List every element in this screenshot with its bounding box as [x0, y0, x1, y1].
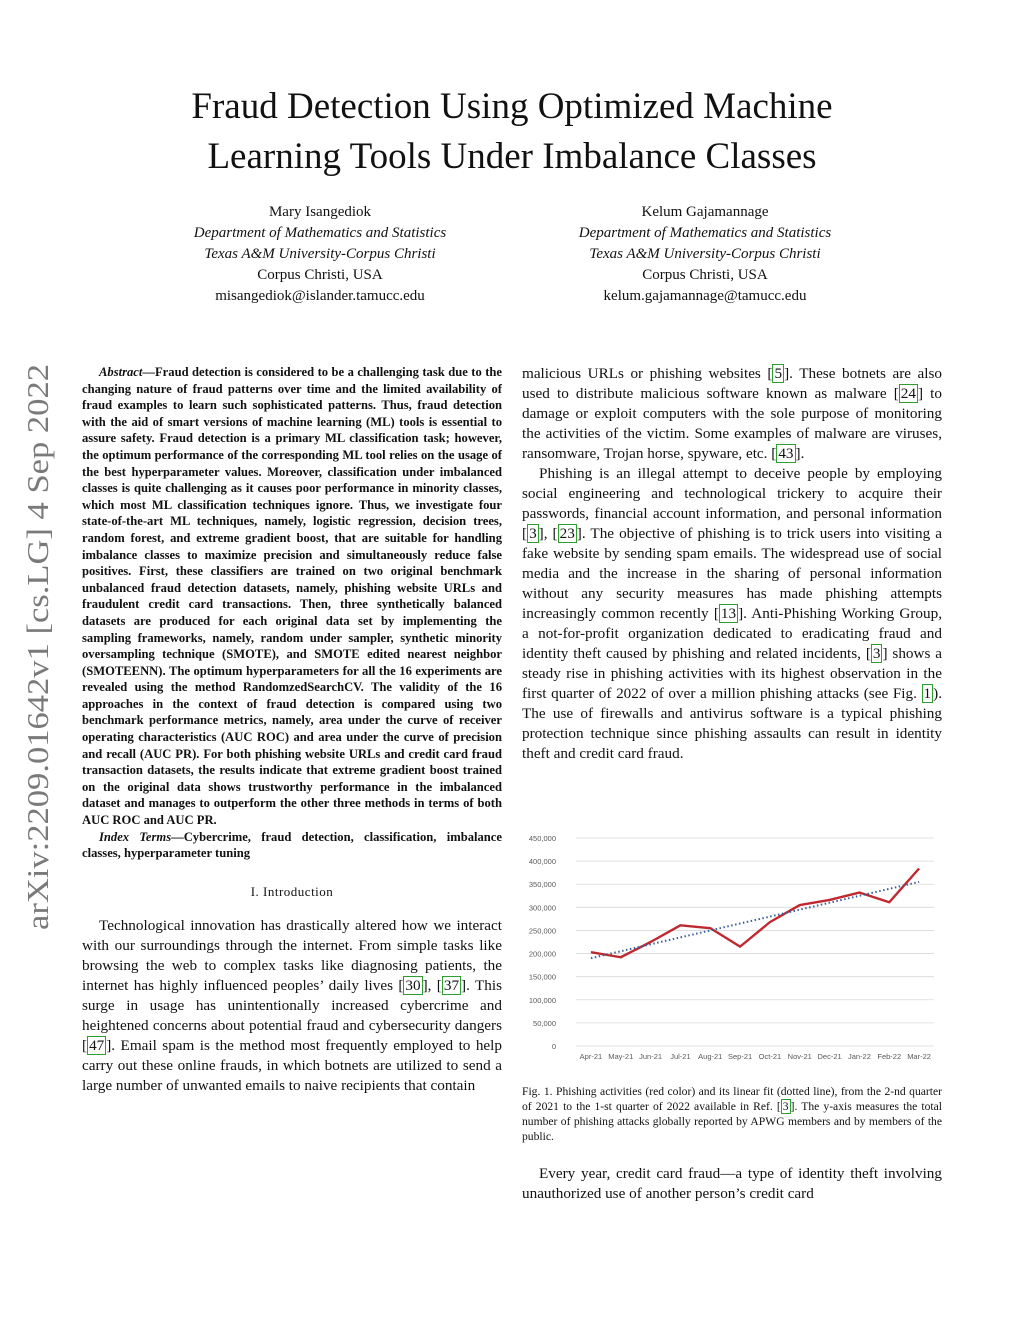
- y-tick-label: 200,000: [528, 949, 556, 959]
- author-university: Texas A&M University-Corpus Christi: [589, 246, 821, 262]
- right-column: [522, 364, 942, 764]
- y-tick-label: 50,000: [533, 1018, 556, 1028]
- citation-link[interactable]: 5: [774, 365, 783, 382]
- citation-link[interactable]: 47: [89, 1036, 105, 1054]
- author-email: misangediok@islander.tamucc.edu: [215, 288, 425, 304]
- citation-link[interactable]: 43: [778, 445, 794, 462]
- y-tick-label: 400,000: [528, 857, 556, 867]
- title-line-2: Learning Tools Under Imbalance Classes: [207, 136, 817, 177]
- abstract-label: Abstract: [99, 365, 143, 379]
- x-tick-label: Jul-21: [670, 1052, 691, 1061]
- citation-link[interactable]: 3: [529, 525, 537, 542]
- x-tick-label: May-21: [608, 1052, 634, 1061]
- citation-link[interactable]: 3: [872, 645, 881, 662]
- x-tick-label: Feb-22: [877, 1052, 902, 1061]
- index-terms-text: —Cybercrime, fraud detection, classification, imbalance classes, hyperparameter tuning: [82, 829, 502, 861]
- x-tick-label: Nov-21: [787, 1052, 812, 1061]
- y-tick-label: 100,000: [528, 995, 556, 1005]
- author-block-1: [150, 202, 490, 307]
- author-location: Corpus Christi, USA: [642, 267, 768, 283]
- index-terms: [82, 829, 502, 862]
- citation-link[interactable]: 23: [559, 525, 575, 542]
- arxiv-id: arXiv:2209.01642v1 [cs.LG] 4 Sep 2022: [20, 422, 55, 930]
- x-tick-label: Jan-22: [847, 1052, 871, 1061]
- intro-paragraph-1: Technological innovation has drastically altered how we interact with our surroundings through the internet. From simple tasks like browsing the web to complex tasks like diagnosing patients, the internet has highly influenced peoples’ daily lives [ 30 ], [ 37 ]. This surge in usage has unintentionally increased cybercrime and heightened concerns about potential fraud and cybersecurity dangers [ 47 ]. Email spam is the method most frequently employed to help carry out these online frauds, in which botnets are utilized to send a large number of unwanted emails to naive recipients that contain: [82, 916, 502, 1094]
- right-paragraph-1: malicious URLs or phishing websites [ 5 ]. These botnets are also used to distribute malicious software known as malware [ 24 ] to damage or exploit computers with the sole purpose of monitoring the activities of the victim. Some examples of malware are viruses, ransomware, Trojan horse, spyware, etc. [ 43 ].: [522, 365, 943, 462]
- title-line-1: Fraud Detection Using Optimized Machine: [191, 86, 833, 127]
- author-email: kelum.gajamannage@tamucc.edu: [603, 288, 807, 304]
- y-tick-label: 350,000: [528, 880, 556, 890]
- citation-link[interactable]: 37: [443, 976, 460, 994]
- author-university: Texas A&M University-Corpus Christi: [204, 246, 436, 262]
- citation-link[interactable]: 30: [405, 976, 421, 994]
- phishing-activity-line: [591, 869, 919, 958]
- arxiv-stamp: [18, 362, 58, 932]
- x-tick-label: Apr-21: [579, 1052, 603, 1061]
- right-paragraph-3: Every year, credit card fraud—a type of identity theft involving unauthorized use of another person’s credit card: [522, 1165, 942, 1202]
- figure-1-chart: [522, 826, 942, 1066]
- index-terms-label: Index Terms: [99, 829, 172, 844]
- y-tick-label: 250,000: [528, 926, 556, 936]
- author-location: Corpus Christi, USA: [257, 267, 383, 283]
- y-tick-label: 0: [551, 1042, 556, 1051]
- right-paragraph-2: Phishing is an illegal attempt to deceive people by employing social engineering and technological trickery to acquire their passwords, financial account information, and personal information [ 3 ], [ 23 ]. The objective of phishing is to trick users into visiting a fake website by sending spam emails. The widespread use of social media and the increase in the sharing of personal information without any security measures has made phishing attempts increasingly common recently [ 13 ]. Anti-Phishing Working Group, a not-for-profit organization dedicated to eradicating fraud and identity theft caused by phishing and related incidents, [ 3 ] shows a steady rise in phishing activities with its highest observation in the first quarter of 2022 of over a million phishing attacks (see Fig. 1 ). The use of firewalls and antivirus software is a typical phishing protection technique since phishing assaults can result in identity theft and credit card fraud.: [522, 465, 942, 762]
- author-name: Kelum Gajamannage: [641, 204, 769, 220]
- author-department: Department of Mathematics and Statistics: [578, 225, 832, 241]
- y-tick-label: 300,000: [528, 903, 556, 913]
- x-tick-label: Dec-21: [817, 1052, 842, 1061]
- x-tick-label: Mar-22: [907, 1052, 931, 1061]
- author-department: Department of Mathematics and Statistics: [193, 225, 447, 241]
- x-tick-label: Jun-21: [639, 1052, 663, 1061]
- abstract: [82, 364, 502, 829]
- section-heading: I. Introduction: [250, 883, 334, 899]
- paper-title: [0, 82, 1024, 182]
- citation-link[interactable]: 24: [900, 385, 916, 402]
- y-tick-label: 150,000: [528, 972, 556, 982]
- figure-link[interactable]: 1: [923, 685, 932, 702]
- author-name: Mary Isangediok: [268, 204, 372, 220]
- abstract-text: —Fraud detection is considered to be a challenging task due to the changing nature of fraud patterns over time and the limited availability of fraud examples to learn such sophisticated patterns. Thus, fraud detection with the aid of smart versions of machine learning (ML) tools is essential to assure safety. Fraud detection is a primary ML classification task; however, the optimum performance of the corresponding ML tool relies on the usage of the best hyperparameter values. Moreover, classification under imbalanced classes is quite challenging as it causes poor performance in minority classes, which most ML classification techniques ignore. Thus, we investigate four state-of-the-art ML techniques, namely, logistic regression, decision trees, random forest, and extreme gradient boost, that are suitable for handling imbalance classes to maximize precision and simultaneously reduce false positives. First, these classifiers are trained on two original benchmark unbalanced fraud detection datasets, namely, phishing website URLs and fraudulent credit card transactions. Then, three synthetically balanced datasets are produced for each original data set by implementing the sampling frameworks, namely, random under sampler, synthetic minority oversampling technique (SMOTE), and SMOTE edited nearest neighbor (SMOTEENN). The optimum hyperparameters for all the 16 experiments are revealed using the method RandomzedSearchCV. The validity of the 16 approaches in the context of fraud detection is compared using two benchmark performance metrics, namely, area under the curve of receiver operating characteristics (AUC ROC) and area under the curve of precision and recall (AUC PR). For both phishing website URLs and credit card fraud transaction datasets, the results indicate that extreme gradient boost trained on the original data shows trustworthy performance in the imbalanced dataset and manages to outperform the other three methods in terms of both AUC ROC and AUC PR.: [82, 365, 502, 828]
- citation-link[interactable]: 3: [782, 1100, 789, 1113]
- y-tick-label: 450,000: [528, 834, 556, 843]
- author-block-2: [535, 202, 875, 307]
- x-tick-label: Sep-21: [727, 1052, 753, 1061]
- x-tick-label: Aug-21: [698, 1052, 723, 1061]
- figure-caption: Fig. 1. Phishing activities (red color) and its linear fit (dotted line), from the 2-nd quarter of 2021 to the 1-st quarter of 2022 available in Ref. [ 3 ]. The y-axis measures the total number of phishing attacks globally reported by APWG members and by members of the public.: [522, 1085, 942, 1143]
- phishing-line-chart: [522, 826, 942, 1066]
- x-tick-label: Oct-21: [758, 1052, 782, 1061]
- left-column: [82, 364, 502, 1096]
- citation-link[interactable]: 13: [720, 605, 737, 622]
